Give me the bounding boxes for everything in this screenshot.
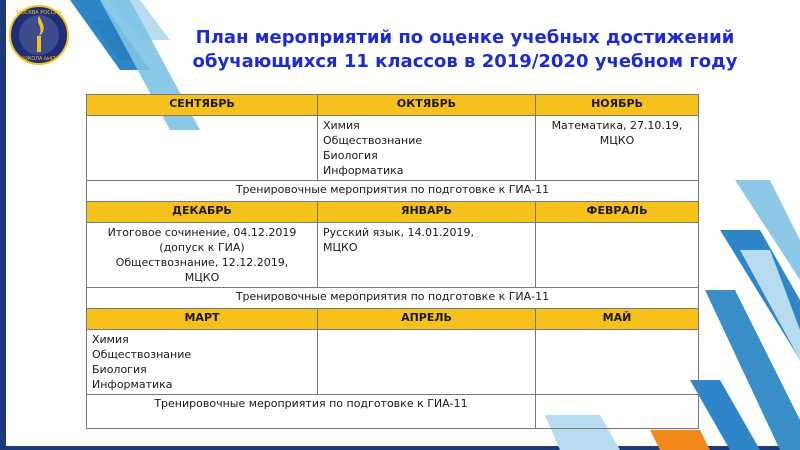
month-header-row bbox=[87, 95, 699, 116]
logo-text-bottom: ШКОЛА №47 bbox=[22, 56, 56, 62]
month-header-row bbox=[87, 202, 699, 223]
event-line: Математика, 27.10.19, bbox=[551, 119, 683, 132]
month-header: ЯНВАРЬ bbox=[318, 202, 536, 223]
event-line: Русский язык, 14.01.2019, bbox=[323, 226, 474, 239]
training-label: Тренировочные мероприятия по подготовке к ГИА-11 bbox=[87, 288, 699, 309]
month-header: МАЙ bbox=[536, 309, 699, 330]
month-header: ДЕКАБРЬ bbox=[87, 202, 318, 223]
event-line: МЦКО bbox=[323, 241, 358, 254]
events-cell bbox=[536, 330, 699, 395]
event-line: Биология bbox=[92, 363, 147, 376]
month-header: ФЕВРАЛЬ bbox=[536, 202, 699, 223]
events-cell bbox=[87, 223, 318, 288]
event-line: Биология bbox=[323, 149, 378, 162]
school-logo bbox=[8, 4, 70, 66]
event-line: (допуск к ГИА) bbox=[159, 241, 245, 254]
month-header: СЕНТЯБРЬ bbox=[87, 95, 318, 116]
training-label: Тренировочные мероприятия по подготовке к ГИА-11 bbox=[87, 395, 536, 429]
training-row bbox=[87, 288, 699, 309]
page-title bbox=[140, 26, 790, 74]
event-line: Обществознание, 12.12.2019, bbox=[115, 256, 289, 269]
events-plan-table bbox=[86, 94, 699, 429]
event-line: МЦКО bbox=[184, 271, 220, 284]
event-line: Информатика bbox=[92, 378, 173, 391]
torch-handle-icon bbox=[37, 36, 41, 52]
logo-text-top: МОСКВА РОССИЯ bbox=[16, 10, 62, 16]
month-header: АПРЕЛЬ bbox=[318, 309, 536, 330]
event-line: Химия bbox=[323, 119, 360, 132]
events-cell bbox=[318, 330, 536, 395]
events-cell bbox=[87, 330, 318, 395]
event-line: Обществознание bbox=[323, 134, 423, 147]
title-line-2: обучающихся 11 классов в 2019/2020 учебном году bbox=[192, 51, 738, 72]
events-row bbox=[87, 330, 699, 395]
events-row bbox=[87, 223, 699, 288]
events-cell bbox=[536, 223, 699, 288]
event-line: Информатика bbox=[323, 164, 404, 177]
events-row bbox=[87, 116, 699, 181]
title-line-1: План мероприятий по оценке учебных достижений bbox=[195, 27, 735, 48]
event-line: Итоговое сочинение, 04.12.2019 bbox=[107, 226, 297, 239]
event-line: МЦКО bbox=[599, 134, 635, 147]
month-header: МАРТ bbox=[87, 309, 318, 330]
events-cell bbox=[87, 116, 318, 181]
events-cell bbox=[536, 116, 699, 181]
event-line: Обществознание bbox=[92, 348, 192, 361]
training-row bbox=[87, 181, 699, 202]
events-cell bbox=[318, 116, 536, 181]
month-header: ОКТЯБРЬ bbox=[318, 95, 536, 116]
events-cell bbox=[318, 223, 536, 288]
training-row bbox=[87, 395, 699, 429]
month-header-row bbox=[87, 309, 699, 330]
event-line: Химия bbox=[92, 333, 129, 346]
empty-cell bbox=[536, 395, 699, 429]
training-label: Тренировочные мероприятия по подготовке к ГИА-11 bbox=[87, 181, 699, 202]
month-header: НОЯБРЬ bbox=[536, 95, 699, 116]
